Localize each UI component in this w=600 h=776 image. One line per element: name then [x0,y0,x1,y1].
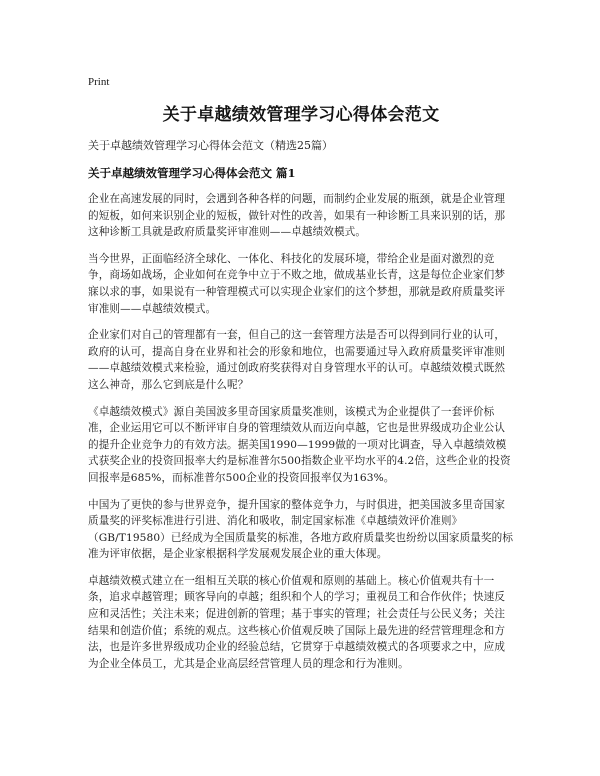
section-heading: 关于卓越绩效管理学习心得体会范文 篇1 [88,166,296,180]
paragraph-4: 《卓越绩效模式》源自美国波多里奇国家质量奖准则，该模式为企业提供了一套评价标准，企业运用它可以不断评审自身的管理绩效从而迈向卓越，它也是世界级成功企业公认的提升企业竞争力的有效方法。据美国1990—1999做的一项对比调查，导入卓越绩效模式获奖企业的投资回报率大约是标准普尔500指数企业平均水平的4.2倍，这些企业的投资回报率是685%，而标准普尔500企业的投资回报率仅为163%。 [88,405,511,484]
paragraph-5: 中国为了更快的参与世界竞争，提升国家的整体竞争力，与时俱进，把美国波多里奇国家质量奖的评奖标准进行引进、消化和吸收，制定国家标准《卓越绩效评价准则》（GB/T19580）已经成为全国质量奖的标准，各地方政府质量奖也纷纷以国家质量奖的标准为评审依据，是企业家根据科学发展观发展企业的重大体现。 [88,498,514,561]
page-title: 关于卓越绩效管理学习心得体会范文 [162,105,440,125]
paragraph-6: 卓越绩效模式建立在一组相互关联的核心价值观和原则的基础上。核心价值观共有十一条，追求卓越管理；顾客导向的卓越；组织和个人的学习；重视员工和合作伙伴；快速反应和灵活性；关注未来；促进创新的管理；基于事实的管理；社会责任与公民义务；关注结果和创造价值；系统的观点。这些核心价值观反映了国际上最先进的经营管理理念和方法，也是许多世界级成功企业的经验总结，它贯穿于卓越绩效模式的各项要求之中，应成为企业全体员工，尤其是企业高层经营管理人员的理念和行为准则。 [88,574,506,670]
paragraph-1: 企业在高速发展的同时，会遇到各种各样的问题，而制约企业发展的瓶颈，就是企业管理的短板，如何来识别企业的短板，做针对性的改善，如果有一种诊断工具来识别的话，那这种诊断工具就是政府质量奖评审准则——卓越绩效模式。 [88,193,506,239]
print-link[interactable]: Print [88,76,110,88]
paragraph-3: 企业家们对自己的管理都有一套，但自己的这一套管理方法是否可以得到同行业的认可，政府的认可，提高自身在业界和社会的形象和地位，也需要通过导入政府质量奖评审准则——卓越绩效模式来检验，通过创政府奖获得对自身管理水平的认可。卓越绩效模式既然这么神奇，那么它到底是什么呢？ [88,329,506,391]
paragraph-2: 当今世界，正面临经济全球化、一体化、科技化的发展环境，带给企业是面对激烈的竞争，商场如战场，企业如何在竞争中立于不败之地，做成基业长青，这是每位企业家们梦寐以求的事，如果说有一种管理模式可以实现企业家们的这个梦想，那就是政府质量奖评审准则——卓越绩效模式。 [88,252,506,315]
document-subtitle: 关于卓越绩效管理学习心得体会范文（精选25篇） [88,139,333,152]
